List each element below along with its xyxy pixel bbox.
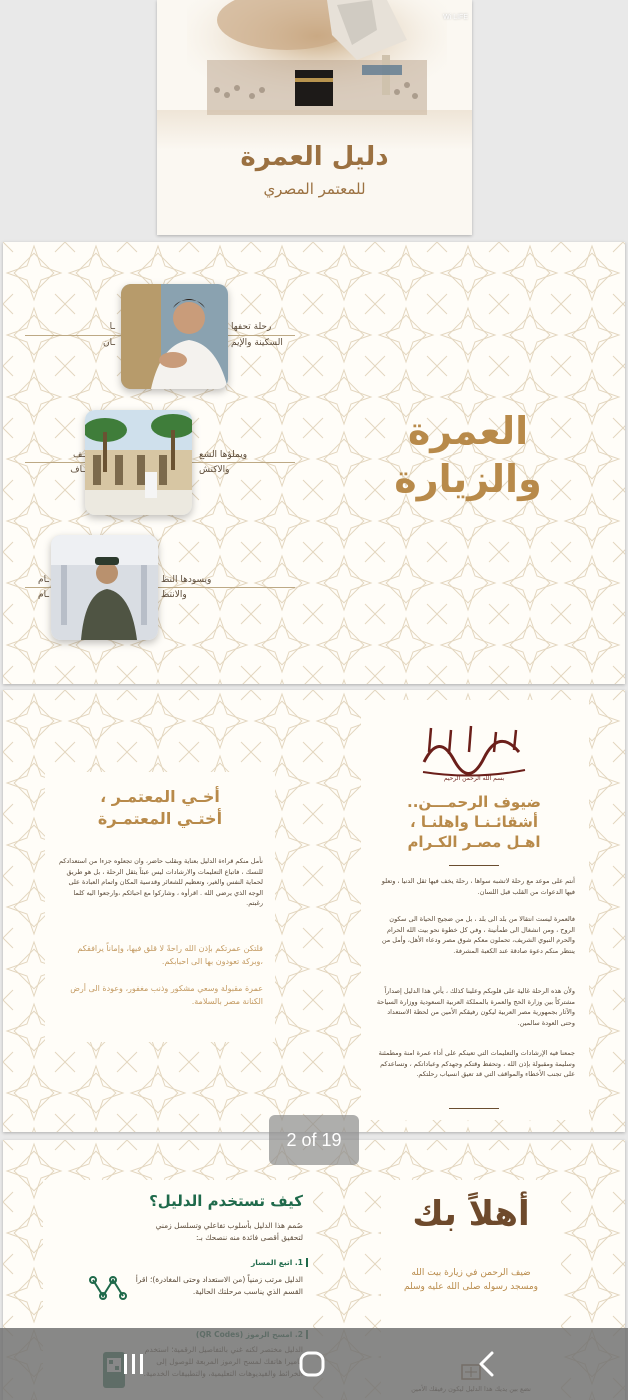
item1-left-a: ـا	[109, 322, 115, 332]
umrah-heading	[373, 407, 563, 503]
recent-apps-button[interactable]	[118, 1350, 150, 1378]
welcome-heading: أهلاً بك	[412, 1194, 530, 1234]
staff-member-photo	[51, 535, 158, 640]
route-path-icon	[89, 1270, 133, 1306]
home-button[interactable]	[296, 1348, 328, 1380]
right-paragraph-4: جمعنا فيه الإرشادات والتعليمات التي تعينكم على أداء عمرة امنة ومطمئنة وسليمة ومقبولة بإذن الله ، وتحفظ وقتكم وجهدكم وعباداتكم ، وتساعدكم على تجنب الأخطاء والمواقف التي قد تعيق انسياب رحلتكم.	[378, 1049, 575, 1078]
page-counter: 2 of 19	[269, 1115, 359, 1165]
item3-left-a: ـام	[38, 575, 49, 585]
item2-text-b: والاكتش	[199, 465, 230, 475]
brother-heading: أخـي المعتمـر ،	[100, 787, 220, 806]
left-text-panel	[45, 772, 275, 1042]
item3-text-b: والانتظ	[161, 590, 187, 600]
item2-text-a: ويملؤها الشع	[199, 450, 248, 460]
how-to-use-heading: كيف تستخدم الدليل؟	[149, 1192, 303, 1210]
how-to-use-intro: صُمم هذا الدليل بأسلوب تفاعلي وتسلسل زمني لتحقيق أقصى فائدة منه ننصحك بـ:	[155, 1221, 303, 1242]
right-paragraph-3: ولأن هذه الرحلة غالية على قلوبكم وعلينا كذلك ، يأتي هذا الدليل إصداراً مشتركاً بين وزارة الحج والعمرة بالمملكة العربية السعودية ووزارة السياحة والآثار بجمهورية مصر العربية ليكون رفيقكم الأمين من لحظة الاستعداد وحتى العودة سالمين.	[376, 987, 575, 1027]
back-button[interactable]	[472, 1348, 504, 1380]
item1-text-a: رحلة تحفها	[231, 322, 272, 332]
item1-text-b: السكينة والإيم	[231, 338, 283, 348]
cover-page[interactable]	[157, 0, 472, 235]
back-icon	[472, 1348, 504, 1380]
right-paragraph-1: أنتم على موعد مع رحلة لاتشبه سواها ، رحلة يخف فيها ثقل الدنيا ، وتعلو فيها الدعوات من القلب قبل اللسان.	[381, 877, 575, 896]
pilgrim-praying-photo	[121, 284, 228, 389]
spread-umrah-ziyarah[interactable]	[3, 242, 625, 684]
guests-heading-line2: أشقائـنـا واهلنـا ،	[410, 813, 538, 831]
cover-watermark: Wi LIFE	[443, 14, 468, 21]
brother-sister-heading	[45, 786, 275, 830]
left-paragraph-2: فلتكن عمرتكم بإذن الله راحةً لا قلق فيها، وإماناً يرافقكم ،وبركة تعودون بها الى احبابكم.	[77, 944, 263, 966]
welcome-subtitle-1: ضيف الرحمن في زيارة بيت الله	[411, 1268, 531, 1278]
prophets-mosque-courtyard-photo	[85, 410, 192, 515]
umrah-heading-line2: والزيارة	[394, 457, 542, 501]
spread-introduction[interactable]	[3, 690, 625, 1132]
item2-left-a: ـف	[73, 450, 85, 460]
basmala-text: بسم الله الرحمن الرحيم	[443, 775, 505, 782]
guests-heading-line3: اهـل مصـر الكـرام	[407, 833, 541, 851]
welcome-subtitle-2: ومسجد رسوله صلى الله عليه وسلم	[403, 1282, 539, 1292]
left-paragraph-3: عمرة مقبولة وسعي مشكور وذنب مغفور، وعودة الى أرض الكنانة مصر بالسلامة.	[70, 984, 263, 1006]
basmala-calligraphy	[419, 722, 529, 782]
guests-heading	[371, 792, 577, 852]
right-paragraph-2: فالعمرة ليست انتقالا من بلد الى بلد ، بل من ضجيج الحياة الى سكون الروح ، ومن انشغال الى طمأنينة ، وفي كل خطوة نحو بيت الله الحرام والحرم النبوي الشريف، تحملون معكم شوق مصر ودعاء الأهل، وأمل من ينتظر منكم دعوة صادقة عند الكعبة المشرفة.	[381, 915, 575, 955]
cover-title: دليل العمرة	[240, 142, 389, 172]
right-text-panel	[361, 700, 589, 1120]
home-icon	[296, 1348, 328, 1380]
item1-left-b: ـان	[103, 338, 115, 348]
heading-divider	[449, 865, 499, 866]
item2-left-b: ـاف	[70, 465, 85, 475]
cover-artwork	[157, 0, 472, 235]
step1-text: الدليل مرتب زمنياً (من الاستعداد وحتى المغادرة)؛ اقرأ القسم الذي يناسب مرحلتك الحالية.	[135, 1275, 303, 1296]
sister-heading: أختـي المعتمـرة	[97, 809, 223, 828]
step1-title: 1. اتبع المسار	[153, 1258, 308, 1267]
umrah-heading-line1: العمرة	[407, 409, 529, 453]
left-paragraph-1: نأمل منكم قراءة الدليل بعناية وبقلب حاضر، وان تجعلوه جزءا من استعدادكم للنسك ، فاتباع التعليمات والارشادات ليس عبئاً يثقل الرحلة ، بل هو طريق لحماية النفس والغير، وتعظيم للشعائر وقدسية المكان واتمام العبادة على الوجه الذي يرضي الله . اقرأوه ، وشاركوا مع احبائكم ،وارجعوا اليه كلما رغبتم.	[58, 857, 263, 907]
recent-apps-icon	[118, 1350, 150, 1378]
item3-text-a: ويسودها النظ	[161, 575, 212, 585]
footer-divider-right	[449, 1108, 499, 1109]
system-navigation-bar	[0, 1328, 628, 1400]
guests-heading-line1: ضيوف الرحمـــن..	[407, 793, 541, 811]
cover-subtitle: للمعتمر المصري	[263, 180, 366, 198]
item3-left-b: ـام	[38, 590, 49, 600]
